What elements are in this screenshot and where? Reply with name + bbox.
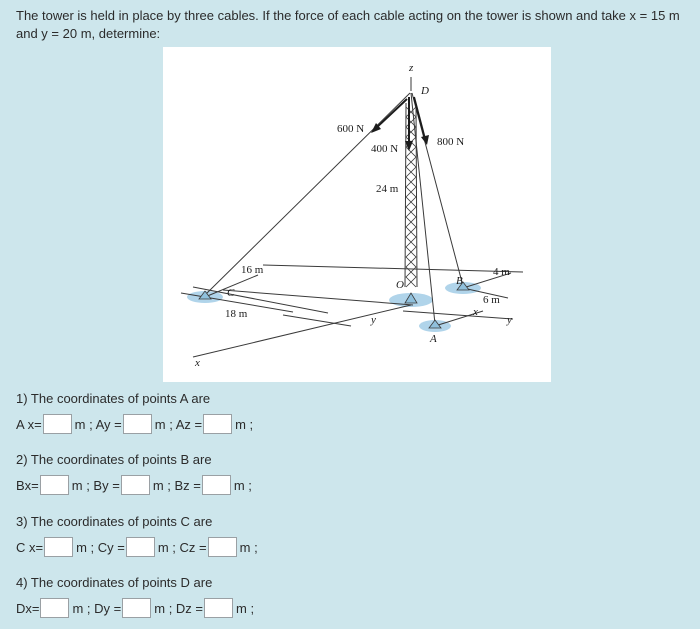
label-y-axis: y [507, 314, 512, 326]
a-x-input[interactable] [43, 414, 72, 434]
label-600n: 600 N [337, 123, 365, 135]
b-z-input[interactable] [202, 475, 231, 495]
d-z-input[interactable] [204, 598, 233, 618]
c-z-input[interactable] [208, 537, 237, 557]
label-800n: 800 N [437, 136, 465, 148]
label-x-axis: x [195, 357, 200, 369]
tower-figure [163, 47, 551, 382]
part-1-y-label: m ; Ay = [74, 416, 122, 432]
label-z: z [409, 62, 414, 74]
label-x-small: x [473, 306, 478, 318]
part-4-title: 4) The coordinates of points D are [16, 575, 213, 590]
part-1-title: 1) The coordinates of points A are [16, 391, 211, 406]
part-3-x-label: C x= [16, 539, 44, 555]
label-6m: 6 m [483, 294, 500, 306]
label-d: D [421, 85, 429, 97]
c-x-input[interactable] [44, 537, 73, 557]
part-3-title: 3) The coordinates of points C are [16, 514, 213, 529]
ground-line [223, 290, 413, 305]
label-a: A [430, 333, 437, 345]
part-1-z-label: m ; Az = [154, 416, 203, 432]
label-c: C [227, 287, 235, 299]
part-4-x-label: Dx= [16, 600, 40, 616]
part-4-end-label: m ; [236, 600, 255, 616]
b-x-input[interactable] [40, 475, 69, 495]
y-axis-line [403, 311, 513, 319]
a-z-input[interactable] [203, 414, 232, 434]
label-b: B [456, 275, 463, 287]
part-2-x-label: Bx= [16, 477, 39, 493]
part-3-end-label: m ; [239, 539, 258, 555]
dim-18-line [283, 315, 351, 326]
arrow-600n [375, 99, 407, 129]
d-x-input[interactable] [40, 598, 69, 618]
part-2 [16, 451, 252, 496]
c-y-input[interactable] [126, 537, 155, 557]
part-1-end-label: m ; [235, 416, 254, 432]
part-2-z-label: m ; Bz = [152, 477, 201, 493]
b-y-input[interactable] [121, 475, 150, 495]
label-16m: 16 m [241, 264, 264, 276]
part-1-x-label: A x= [16, 416, 42, 432]
part-2-y-label: m ; By = [71, 477, 120, 493]
part-4 [16, 574, 254, 619]
tower-diagram [163, 47, 551, 382]
label-4m: 4 m [493, 266, 510, 278]
label-24m: 24 m [376, 183, 399, 195]
label-400n: 400 N [371, 143, 399, 155]
part-4-y-label: m ; Dy = [72, 600, 122, 616]
label-y-small: y [371, 314, 376, 326]
part-2-title: 2) The coordinates of points B are [16, 452, 212, 467]
label-o: O [396, 279, 404, 291]
ground-line [263, 265, 523, 272]
d-y-input[interactable] [122, 598, 151, 618]
question-text: The tower is held in place by three cables. If the force of each cable acting on the tower is shown and take x = 15 m and y = 20 m, determine: [16, 8, 680, 41]
part-4-z-label: m ; Dz = [154, 600, 204, 616]
label-18m: 18 m [225, 308, 248, 320]
part-3 [16, 513, 258, 558]
part-3-z-label: m ; Cz = [157, 539, 207, 555]
a-y-input[interactable] [123, 414, 152, 434]
part-1 [16, 390, 253, 435]
part-3-y-label: m ; Cy = [76, 539, 125, 555]
part-2-end-label: m ; [233, 477, 252, 493]
